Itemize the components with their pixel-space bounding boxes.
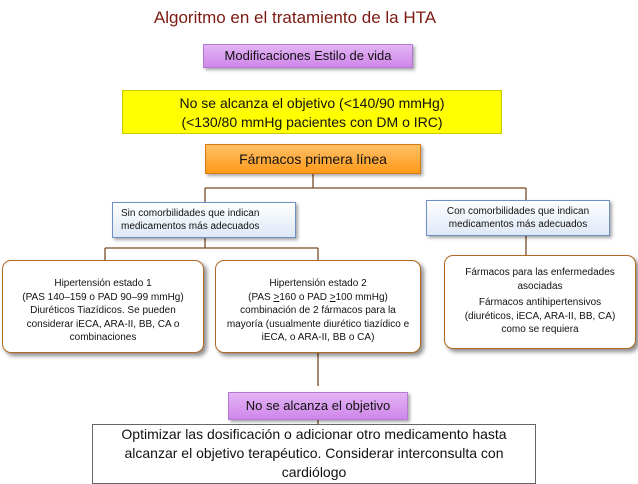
lifestyle-box (203, 44, 413, 68)
comorbidity-drugs-line-1: Fármacos para las enfermedades asociadas (465, 267, 615, 292)
stage2-gte-sign-1: > (273, 291, 280, 303)
optimize-text: Optimizar las dosificación o adicionar otro medicamento hasta alcanzar el objetivo terapéutico. Considerar interconsulta con cardiólogo (121, 426, 507, 480)
comorbidity-drugs-box (444, 255, 636, 349)
no-comorbidities-label: Sin comorbilidades que indican medicamentos más adecuados (121, 208, 260, 232)
stage2-range (222, 291, 414, 305)
stage2-pas-value: 160 o PAD (279, 291, 330, 303)
stage1-treatment: Diuréticos Tiazídicos. Se pueden considerar iECA, ARA-II, BB, CA o combinaciones (26, 305, 180, 343)
goal-line-2: (<130/80 mmHg pacientes con DM o IRC) (181, 114, 443, 130)
diagram-title: Algoritmo en el tratamiento de la HTA (153, 8, 437, 27)
lifestyle-label: Modificaciones Estilo de vida (224, 48, 392, 63)
not-reached-box (228, 392, 408, 420)
goal-line-1: No se alcanza el objetivo (<140/90 mmHg) (179, 95, 445, 111)
stage1-range: (PAS 140–159 o PAD 90–99 mmHg) (22, 291, 184, 303)
with-comorbidities-box (426, 200, 610, 236)
first-line-label: Fármacos primera línea (239, 151, 387, 167)
comorbidity-drugs-line-2: Fármacos antihipertensivos (diuréticos, iECA, ARA-II, BB, CA) como se requiera (464, 297, 616, 335)
stage2-treatment: combinación de 2 fármacos para la mayoría (usualmente diurético tiazídico e iECA, o ARA-II, BB o CA) (226, 305, 410, 343)
no-comorbidities-box (112, 202, 296, 238)
not-reached-label: No se alcanza el objetivo (245, 398, 391, 413)
stage2-pas-prefix: (PAS (248, 291, 274, 303)
stage2-pad-value: 100 mmHg) (335, 291, 388, 303)
stage2-box (215, 260, 421, 353)
first-line-drugs-box (205, 144, 421, 174)
optimize-box (92, 424, 536, 484)
stage2-gte-sign-2: > (329, 291, 336, 303)
stage2-title: Hipertensión estado 2 (269, 278, 367, 289)
stage1-box (2, 260, 204, 353)
goal-box (122, 90, 502, 134)
stage1-title: Hipertensión estado 1 (54, 278, 152, 289)
with-comorbidities-label: Con comorbilidades que indican medicamentos más adecuados (446, 206, 590, 230)
